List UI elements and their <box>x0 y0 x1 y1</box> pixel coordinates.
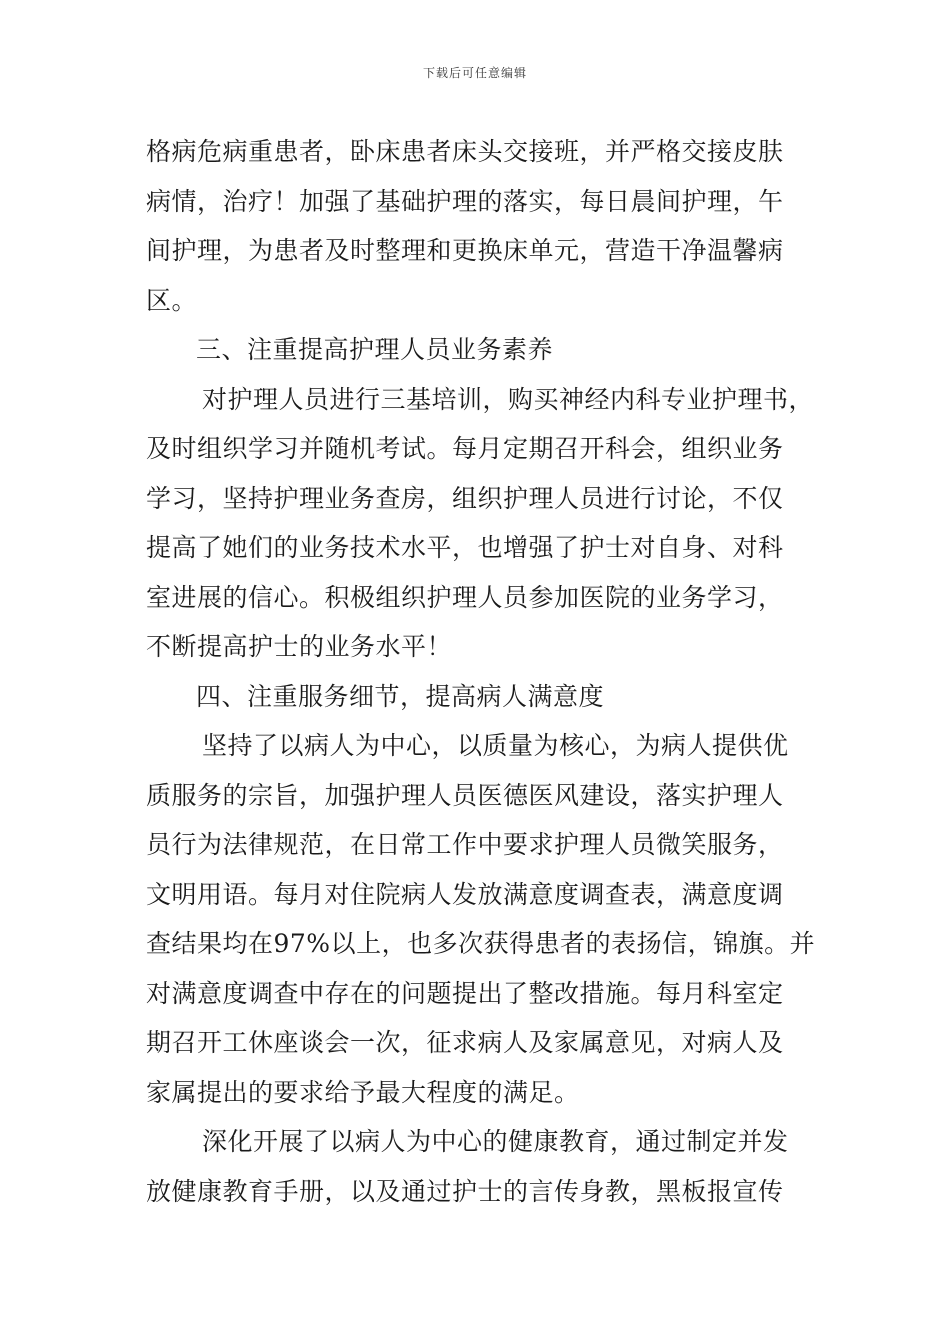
text-line: 期召开工休座谈会一次，征求病人及家属意见，对病人及 <box>146 1028 784 1057</box>
text-line: 质服务的宗旨，加强护理人员医德医风建设，落实护理人 <box>146 780 784 810</box>
text-line: 查结果均在97%以上，也多次获得患者的表扬信，锦旗。并 <box>146 929 816 958</box>
text-line: 员行为法律规范，在日常工作中要求护理人员微笑服务， <box>146 830 784 859</box>
text-line: 不断提高护士的业务水平！ <box>146 632 453 661</box>
text-line: 放健康教育手册，以及通过护士的言传身教，黑板报宣传 <box>146 1176 784 1206</box>
document-body <box>146 127 816 1216</box>
text-line: 家属提出的要求给予最大程度的满足。 <box>146 1077 580 1107</box>
text-line: 深化开展了以病人为中心的健康教育，通过制定并发 <box>202 1127 789 1156</box>
text-line: 对护理人员进行三基培训，购买神经内科专业护理书， <box>202 384 815 414</box>
text-line: 室进展的信心。积极组织护理人员参加医院的业务学习， <box>146 582 784 612</box>
text-line: 坚持了以病人为中心，以质量为核心，为病人提供优 <box>202 731 789 760</box>
text-line: 区。 <box>146 285 198 315</box>
text-line: 学习，坚持护理业务查房，组织护理人员进行讨论，不仅 <box>146 483 784 513</box>
text-line: 对满意度调查中存在的问题提出了整改措施。每月科室定 <box>146 978 784 1008</box>
section-heading: 三、注重提高护理人员业务素养 <box>196 335 554 364</box>
text-line: 文明用语。每月对住院病人发放满意度调查表，满意度调 <box>146 879 784 909</box>
page-header: 下载后可任意编辑 <box>422 66 527 80</box>
section-heading: 四、注重服务细节，提高病人满意度 <box>196 681 605 711</box>
text-line: 病情，治疗！加强了基础护理的落实，每日晨间护理，午 <box>146 186 784 216</box>
text-line: 间护理，为患者及时整理和更换床单元，营造干净温馨病 <box>146 236 784 265</box>
text-line: 格病危病重患者，卧床患者床头交接班，并严格交接皮肤 <box>146 137 784 166</box>
text-line: 提高了她们的业务技术水平，也增强了护士对自身、对科 <box>146 533 784 562</box>
text-line: 及时组织学习并随机考试。每月定期召开科会，组织业务 <box>146 434 784 463</box>
